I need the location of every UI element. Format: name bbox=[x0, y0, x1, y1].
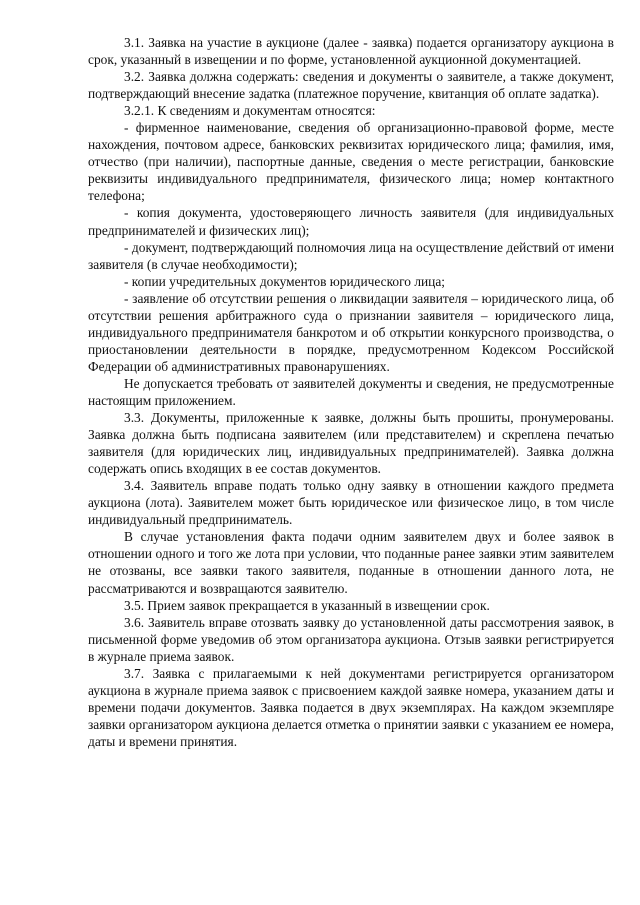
paragraph-3-3: 3.3. Документы, приложенные к заявке, должны быть прошиты, пронумерованы. Заявка должна быть подписана заявителем (или представителем) и скреплена печатью заявителя (для юридических лиц, индивидуальных предпринимателей). Заявка должна содержать опись входящих в ее состав документов. bbox=[88, 410, 614, 477]
paragraph-3-7: 3.7. Заявка с прилагаемыми к ней документами регистрируется организатором аукциона в журнале приема заявок с присвоением каждой заявке номера, указанием даты и времени подачи документов. Заявка подается в двух экземплярах. На каждом экземпляре заявки организатором аукциона делается отметка о принятии заявки с указанием ее номера, даты и времени принятия. bbox=[88, 665, 614, 749]
list-item-authority-document: - документ, подтверждающий полномочия лица на осуществление действий от имени заявителя (в случае необходимости); bbox=[88, 239, 614, 272]
list-item-liquidation-statement: - заявление об отсутствии решения о ликвидации заявителя – юридического лица, об отсутствии решения арбитражного суда о признании заявителя – юридического лица, индивидуального предпринимателя банкротом и об открытии конкурсного производства, о приостановлении деятельности в порядке, предусмотренном Кодексом Российской Федерации об административных правонарушениях. bbox=[88, 290, 614, 374]
paragraph-3-4: 3.4. Заявитель вправе подать только одну заявку в отношении каждого предмета аукциона (лота). Заявителем может быть юридическое или физическое лицо, в том числе индивидуальный предприниматель. bbox=[88, 478, 614, 528]
list-item-company-details: - фирменное наименование, сведения об организационно-правовой форме, месте нахождения, почтовом адресе, банковских реквизитах юридического лица; фамилия, имя, отчество (при наличии), паспортные данные, сведения о месте регистрации, банковские реквизиты индивидуального предпринимателя, физического лица; номер контактного телефона; bbox=[88, 120, 614, 204]
document-page bbox=[88, 34, 614, 750]
paragraph-3-2-1: 3.2.1. К сведениям и документам относятся: bbox=[124, 103, 376, 119]
paragraph-not-allowed: Не допускается требовать от заявителей документы и сведения, не предусмотренные настоящим приложением. bbox=[88, 375, 614, 408]
paragraph-3-1: 3.1. Заявка на участие в аукционе (далее - заявка) подается организатору аукциона в срок, указанный в извещении и по форме, установленной аукционной документацией. bbox=[88, 35, 614, 68]
paragraph-3-6: 3.6. Заявитель вправе отозвать заявку до установленной даты рассмотрения заявок, в письменной форме уведомив об этом организатора аукциона. Отзыв заявки регистрируется в журнале приема заявок. bbox=[88, 614, 614, 664]
paragraph-3-5: 3.5. Прием заявок прекращается в указанный в извещении срок. bbox=[124, 597, 490, 613]
paragraph-duplicate-applications: В случае установления факта подачи одним заявителем двух и более заявок в отношении одного и того же лота при условии, что поданные ранее заявки этим заявителем не отозваны, все заявки такого заявителя, поданные в отношении данного лота, не рассматриваются и возвращаются заявителю. bbox=[88, 529, 614, 596]
paragraph-3-2: 3.2. Заявка должна содержать: сведения и документы о заявителе, а также документ, подтверждающий внесение задатка (платежное поручение, квитанция об оплате задатка). bbox=[88, 69, 614, 102]
list-item-founding-documents: - копии учредительных документов юридического лица; bbox=[124, 273, 446, 289]
list-item-identity-copy: - копия документа, удостоверяющего личность заявителя (для индивидуальных предпринимателей и физических лиц); bbox=[88, 205, 614, 238]
